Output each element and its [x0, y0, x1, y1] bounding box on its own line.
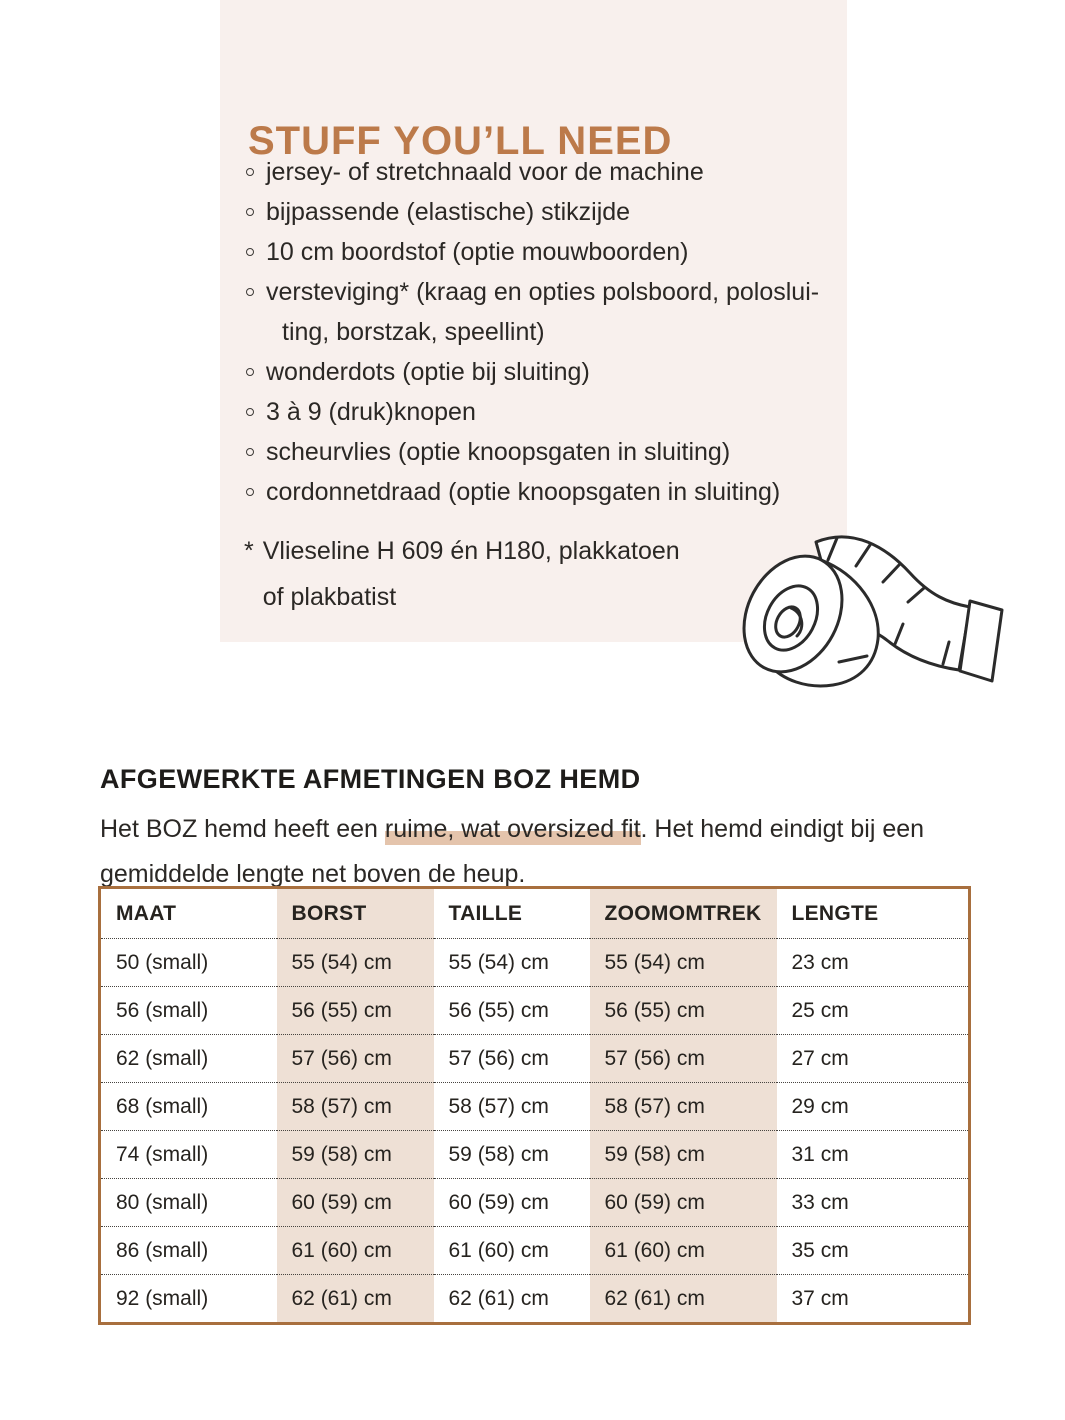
table-row — [100, 1275, 970, 1324]
list-item-text: scheurvlies (optie knoopsgaten in sluiting) — [266, 438, 731, 466]
panel-title: STUFF YOU’LL NEED — [248, 118, 673, 163]
cell-taille: 60 (59) cm — [434, 1179, 590, 1227]
cell-maat: 80 (small) — [100, 1179, 277, 1227]
cell-borst: 57 (56) cm — [277, 1035, 434, 1083]
cell-zoomomtrek: 60 (59) cm — [590, 1179, 777, 1227]
cell-zoomomtrek: 62 (61) cm — [590, 1275, 777, 1324]
bullet-icon — [246, 288, 254, 296]
cell-zoomomtrek: 61 (60) cm — [590, 1227, 777, 1275]
table-row — [100, 939, 970, 987]
list-item-text: 3 à 9 (druk)knopen — [266, 398, 476, 426]
interfacing-footnote — [244, 528, 680, 620]
cell-taille: 61 (60) cm — [434, 1227, 590, 1275]
cell-taille: 59 (58) cm — [434, 1131, 590, 1179]
cell-lengte: 25 cm — [777, 987, 970, 1035]
cell-zoomomtrek: 55 (54) cm — [590, 939, 777, 987]
list-item-text-continued: ting, borstzak, speellint) — [282, 318, 545, 346]
size-table — [98, 886, 968, 1325]
highlighted-phrase: ruime, wat oversized fit — [384, 815, 641, 843]
cell-maat: 74 (small) — [100, 1131, 277, 1179]
table-header-row — [100, 888, 970, 939]
bullet-icon — [246, 168, 254, 176]
cell-taille: 55 (54) cm — [434, 939, 590, 987]
list-item-text: bijpassende (elastische) stikzijde — [266, 198, 631, 226]
cell-lengte: 27 cm — [777, 1035, 970, 1083]
cell-borst: 62 (61) cm — [277, 1275, 434, 1324]
table-row — [100, 1131, 970, 1179]
cell-zoomomtrek: 56 (55) cm — [590, 987, 777, 1035]
supplies-list — [244, 152, 829, 512]
column-header-lengte: LENGTE — [777, 888, 970, 939]
list-item-text: versteviging* (kraag en opties polsboord, poloslui- — [266, 278, 820, 306]
cell-taille: 56 (55) cm — [434, 987, 590, 1035]
cell-zoomomtrek: 58 (57) cm — [590, 1083, 777, 1131]
section-heading: AFGEWERKTE AFMETINGEN BOZ HEMD — [100, 764, 641, 795]
cell-maat: 68 (small) — [100, 1083, 277, 1131]
cell-lengte: 33 cm — [777, 1179, 970, 1227]
cell-lengte: 29 cm — [777, 1083, 970, 1131]
list-item — [244, 232, 829, 272]
cell-borst: 56 (55) cm — [277, 987, 434, 1035]
cell-zoomomtrek: 57 (56) cm — [590, 1035, 777, 1083]
cell-maat: 50 (small) — [100, 939, 277, 987]
cell-lengte: 23 cm — [777, 939, 970, 987]
table-row — [100, 1083, 970, 1131]
list-item-text: 10 cm boordstof (optie mouwboorden) — [266, 238, 689, 266]
cell-borst: 61 (60) cm — [277, 1227, 434, 1275]
cell-lengte: 31 cm — [777, 1131, 970, 1179]
intro-paragraph — [100, 807, 990, 897]
list-item — [244, 392, 829, 432]
intro-text: Het BOZ hemd heeft een — [100, 815, 385, 843]
cell-maat: 56 (small) — [100, 987, 277, 1035]
bullet-icon — [246, 248, 254, 256]
column-header-borst: BORST — [277, 888, 434, 939]
measuring-tape-illustration — [731, 512, 1016, 710]
cell-lengte: 37 cm — [777, 1275, 970, 1324]
table-row — [100, 1227, 970, 1275]
column-header-maat: MAAT — [100, 888, 277, 939]
list-item-text: jersey- of stretchnaald voor de machine — [266, 158, 704, 186]
table-row — [100, 1035, 970, 1083]
cell-taille: 62 (61) cm — [434, 1275, 590, 1324]
list-item-text: cordonnetdraad (optie knoopsgaten in sluiting) — [266, 478, 781, 506]
list-item — [244, 192, 829, 232]
footnote-line: of plakbatist — [262, 583, 397, 611]
column-header-taille: TAILLE — [434, 888, 590, 939]
bullet-icon — [246, 208, 254, 216]
cell-taille: 58 (57) cm — [434, 1083, 590, 1131]
footnote-asterisk: * — [244, 537, 254, 565]
list-item — [244, 152, 829, 192]
intro-text: . Het hemd eindigt bij een gemiddelde lengte net boven de heup. — [100, 815, 925, 888]
bullet-icon — [246, 448, 254, 456]
cell-zoomomtrek: 59 (58) cm — [590, 1131, 777, 1179]
table-row — [100, 1179, 970, 1227]
list-item — [244, 432, 829, 472]
bullet-icon — [246, 368, 254, 376]
list-item — [244, 352, 829, 392]
bullet-icon — [246, 488, 254, 496]
cell-lengte: 35 cm — [777, 1227, 970, 1275]
list-item — [244, 272, 829, 352]
cell-borst: 60 (59) cm — [277, 1179, 434, 1227]
cell-maat: 92 (small) — [100, 1275, 277, 1324]
list-item-text: wonderdots (optie bij sluiting) — [266, 358, 590, 386]
footnote-line: Vlieseline H 609 én H180, plakkatoen — [262, 537, 680, 565]
list-item — [244, 472, 829, 512]
cell-taille: 57 (56) cm — [434, 1035, 590, 1083]
cell-borst: 55 (54) cm — [277, 939, 434, 987]
cell-borst: 58 (57) cm — [277, 1083, 434, 1131]
cell-maat: 86 (small) — [100, 1227, 277, 1275]
table-row — [100, 987, 970, 1035]
cell-maat: 62 (small) — [100, 1035, 277, 1083]
column-header-zoomomtrek: ZOOMOMTREK — [590, 888, 777, 939]
cell-borst: 59 (58) cm — [277, 1131, 434, 1179]
bullet-icon — [246, 408, 254, 416]
